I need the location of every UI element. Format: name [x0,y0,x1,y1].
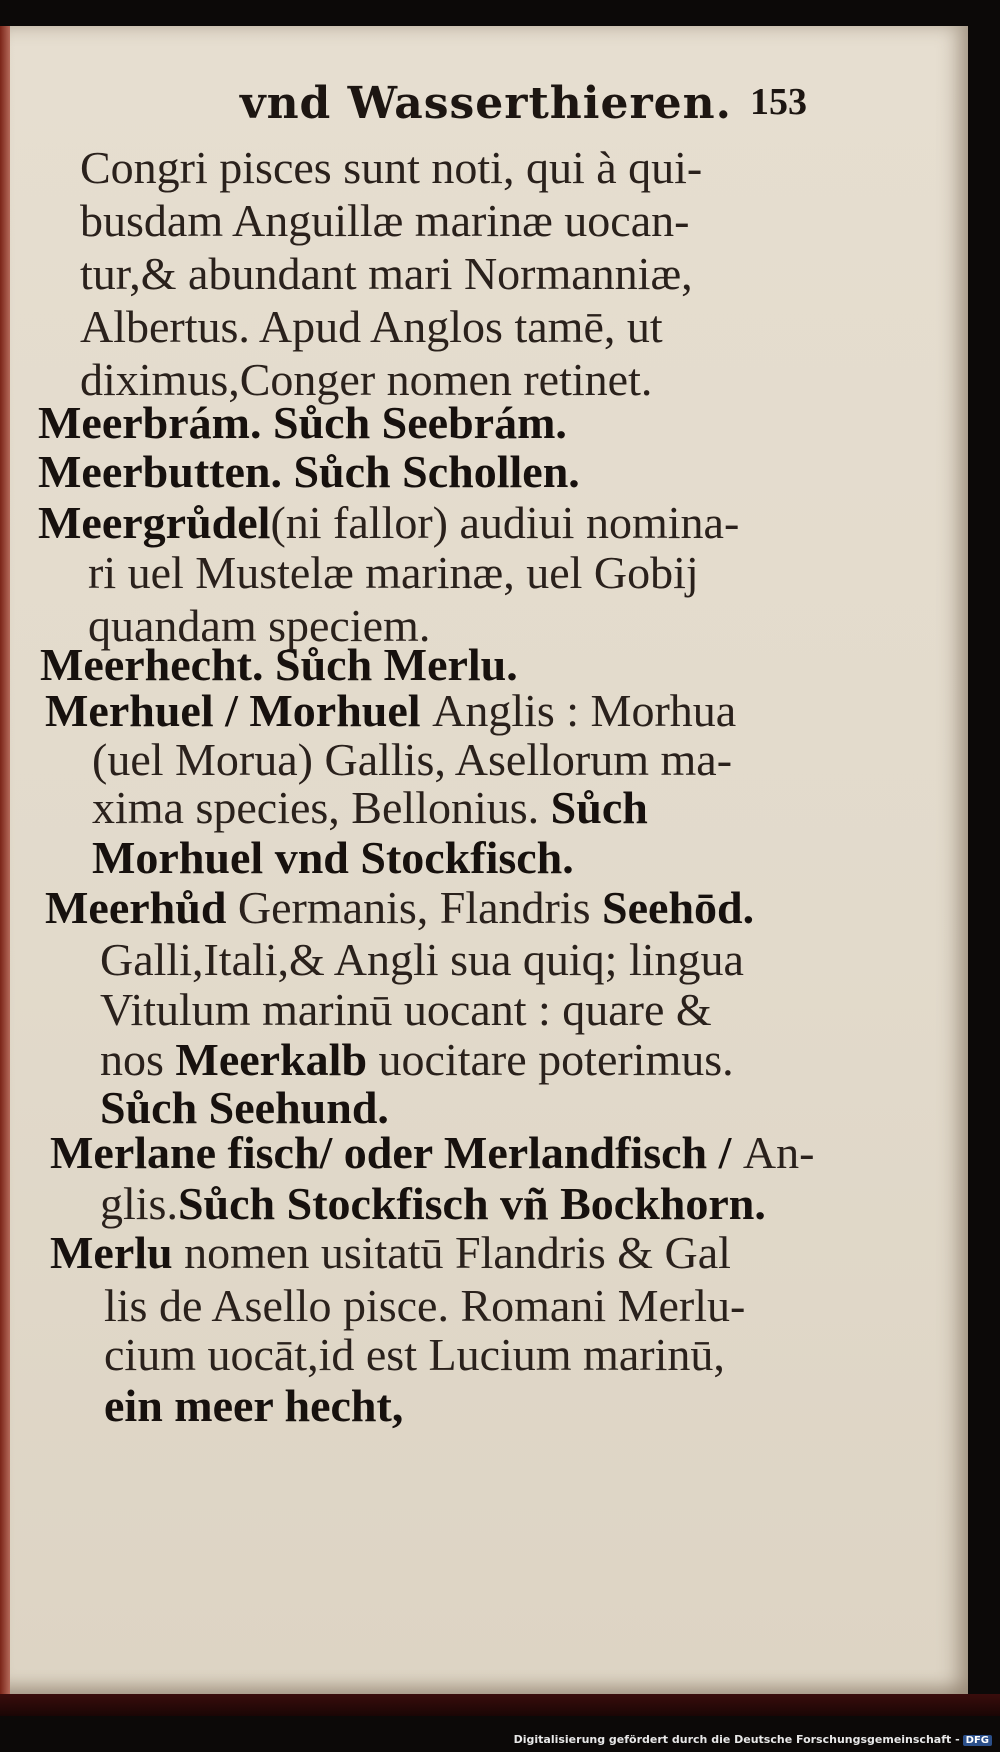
text-line [38,444,580,500]
fraktur-headword: Sůch [550,782,648,833]
fraktur-headword: Meerbrám. Sůch Seebrám. [38,397,567,448]
text-line [92,830,574,886]
page-number: 153 [750,81,807,123]
latin-text: busdam Anguillæ marinæ uocan- [80,195,690,246]
digitization-credit [514,1733,992,1746]
text-line [104,1327,725,1383]
latin-text: cium uocāt,id est Lucium marinū, [104,1329,725,1380]
text-line [88,545,699,601]
latin-text: Germanis, Flandris [237,882,603,933]
credit-text: Digitalisierung gefördert durch die Deutsche Forschungsgemeinschaft - [513,1733,960,1746]
latin-text: nos [100,1034,176,1085]
text-line [50,1125,814,1181]
fraktur-headword: Meerhůd [45,882,238,933]
fraktur-headword: Meerbutten. Sůch Schollen. [38,446,580,497]
latin-text: ri uel Mustelæ marinæ, uel Gobij [88,547,699,598]
text-line [38,395,567,451]
latin-text: uocitare poterimus. [378,1034,734,1085]
latin-text: Galli,Itali,& Angli sua quiq; lingua [100,934,744,985]
book-cover-edge [0,1694,1000,1716]
latin-text: Anglis : Morhua [432,685,737,736]
text-line [104,1278,745,1334]
dfg-logo: DFG [963,1735,992,1746]
text-line [45,880,754,936]
latin-text: quandam speciem. [88,600,431,651]
book-spine-edge [0,26,10,1694]
latin-text: Congri pisces sunt noti, qui à qui- [80,142,703,193]
text-line [104,1378,403,1434]
latin-text: nomen usitatū Flandris & Gal [184,1227,731,1278]
latin-text: (uel Morua) Gallis, Asellorum ma- [92,734,733,785]
running-head: vnd Wasserthieren. [240,78,732,129]
fraktur-headword: Sůch Seehund. [100,1082,389,1133]
text-line [80,193,689,249]
fraktur-headword: ein meer hecht, [104,1380,404,1431]
text-line [80,299,663,355]
latin-text: lis de Asello pisce. Romani Merlu- [104,1280,746,1331]
text-line [100,982,712,1038]
text-line [50,1225,731,1281]
text-line [100,932,744,988]
text-line [92,780,648,836]
fraktur-headword: Morhuel vnd Stockfisch. [92,832,574,883]
fraktur-headword: Meerkalb [175,1034,379,1085]
fraktur-headword: Merlane fisch/ oder Merlandfisch / [50,1127,743,1178]
latin-text: tur,& abundant mari Normanniæ, [80,248,693,299]
latin-text: xima species, Bellonius. [92,782,551,833]
text-line [45,683,736,739]
fraktur-headword: Seehōd. [602,882,755,933]
latin-text: An- [742,1127,815,1178]
fraktur-headword: Merhuel / Morhuel [45,685,433,736]
latin-text: Vitulum marinū uocant : quare & [100,984,712,1035]
latin-text: diximus,Conger nomen retinet. [80,354,653,405]
text-line [80,246,693,302]
fraktur-headword: Sůch Stockfisch vñ Bockhorn. [177,1178,766,1229]
fraktur-headword: Meerhecht. Sůch Merlu. [40,639,518,690]
fraktur-headword: Merlu [50,1227,185,1278]
latin-text: glis. [100,1178,178,1229]
text-line [100,1176,766,1232]
fraktur-headword: Meergrůdel [38,497,271,548]
latin-text: (ni fallor) audiui nomina- [270,497,740,548]
text-line [80,140,702,196]
latin-text: Albertus. Apud Anglos tamē, ut [80,301,663,352]
text-line [38,495,739,551]
